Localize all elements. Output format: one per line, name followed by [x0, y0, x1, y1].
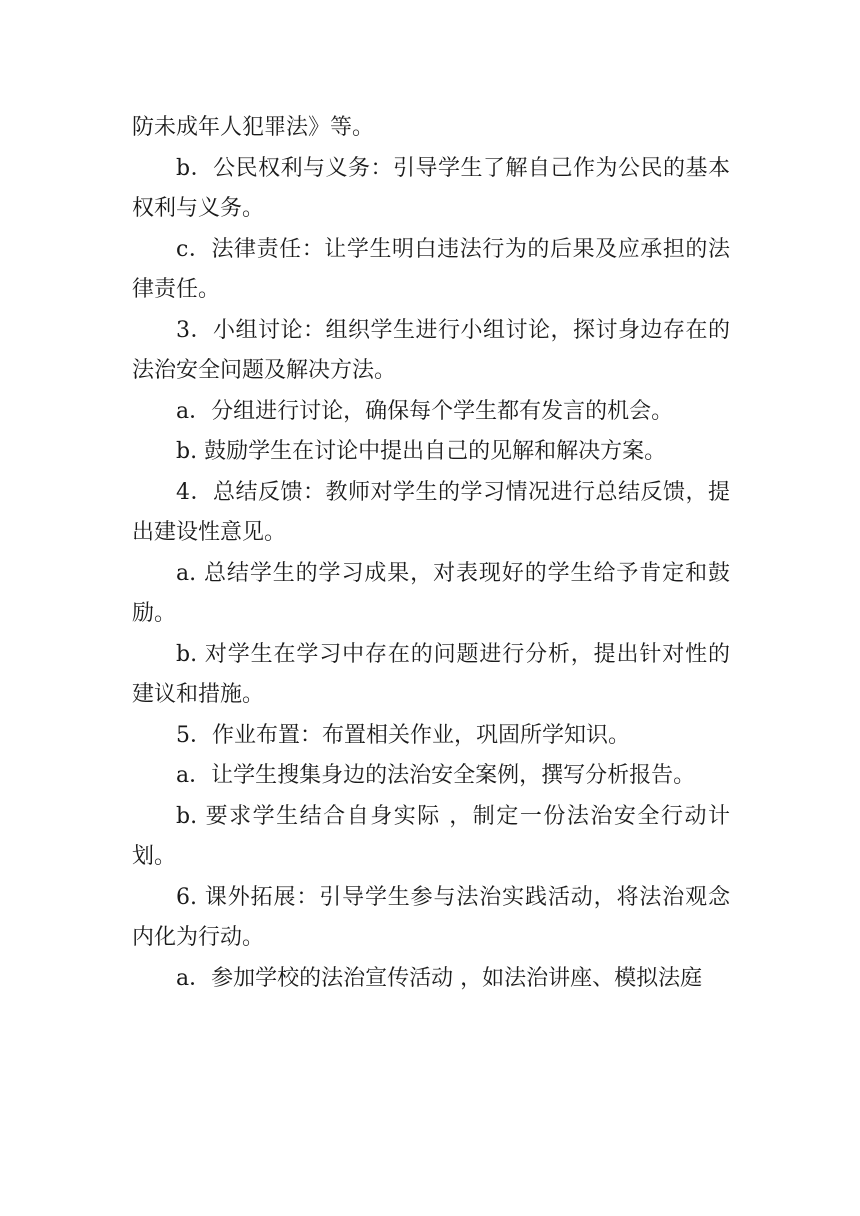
paragraph-13: 6. 课外拓展：引导学生参与法治实践活动，将法治观念内化为行动。	[132, 884, 730, 950]
document-body	[132, 108, 730, 999]
paragraph-2: b．公民权利与义务：引导学生了解自己作为公民的基本权利与义务。	[132, 155, 730, 221]
paragraph-8: a. 总结学生的学习成果，对表现好的学生给予肯定和鼓励。	[132, 560, 730, 626]
paragraph-11: a．让学生搜集身边的法治安全案例，撰写分析报告。	[176, 763, 696, 788]
paragraph-12: b. 要求学生结合自身实际 ，制定一份法治安全行动计划。	[132, 803, 730, 869]
paragraph-5: a．分组进行讨论，确保每个学生都有发言的机会。	[176, 398, 674, 424]
paragraph-3: c．法律责任：让学生明白违法行为的后果及应承担的法律责任。	[132, 236, 730, 302]
paragraph-14: a．参加学校的法治宣传活动 ，如法治讲座、模拟法庭	[176, 965, 703, 991]
paragraph-1: 防未成年人犯罪法》等。	[132, 115, 375, 140]
paragraph-4: 3．小组讨论：组织学生进行小组讨论，探讨身边存在的法治安全问题及解决方法。	[132, 317, 730, 383]
paragraph-10: 5．作业布置：布置相关作业，巩固所学知识。	[176, 722, 630, 748]
paragraph-6: b. 鼓励学生在讨论中提出自己的见解和解决方案。	[176, 439, 667, 464]
paragraph-9: b. 对学生在学习中存在的问题进行分析，提出针对性的建议和措施。	[132, 641, 730, 707]
paragraph-7: 4．总结反馈：教师对学生的学习情况进行总结反馈，提出建设性意见。	[132, 479, 730, 545]
